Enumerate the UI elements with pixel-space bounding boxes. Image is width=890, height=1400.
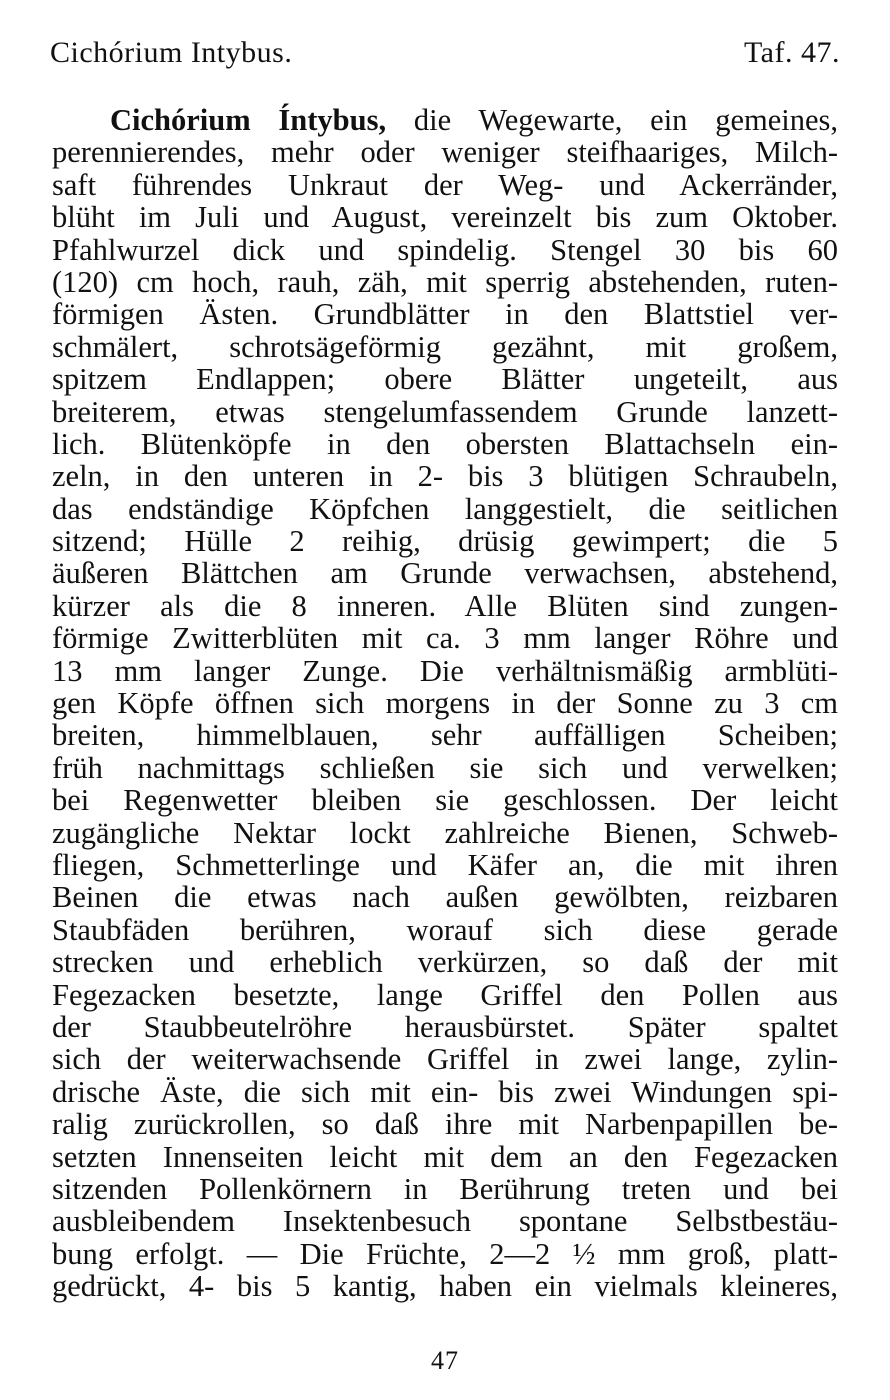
plate-label: Taf. 47. — [743, 36, 840, 69]
text-line: zeln, in den unteren in 2- bis 3 blütigen Schraubeln, — [52, 459, 838, 494]
running-title: Cichórium Intybus. — [50, 36, 293, 69]
text-line: spitzem Endlappen; obere Blätter ungeteilt, aus — [52, 362, 838, 397]
text-line: sich der weiterwachsende Griffel in zwei lange, zylin- — [52, 1042, 838, 1077]
text-line: Fegezacken besetzte, lange Griffel den Pollen aus — [52, 977, 838, 1012]
text-line: ausbleibendem Insektenbesuch spontane Selbstbestäu- — [52, 1204, 838, 1239]
text-line: bung erfolgt. — Die Früchte, 2—2 ½ mm groß, platt- — [52, 1236, 838, 1271]
text-line: der Staubbeutelröhre herausbürstet. Später spaltet — [52, 1009, 838, 1044]
text-line: breiten, himmelblauen, sehr auffälligen Scheiben; — [52, 718, 838, 753]
text-line: früh nachmittags schließen sie sich und verwelken; — [52, 750, 838, 785]
text-line: fliegen, Schmetterlinge und Käfer an, die mit ihren — [52, 847, 838, 882]
text-line: breiterem, etwas stengelumfassendem Grunde lanzett- — [52, 394, 838, 429]
species-name-bold: Cichórium Íntybus, — [110, 103, 387, 137]
text-line: strecken und erheblich verkürzen, so daß der mit — [52, 945, 838, 980]
text-line: äußeren Blättchen am Grunde verwachsen, abstehend, — [52, 556, 838, 591]
text-line: gen Köpfe öffnen sich morgens in der Sonne zu 3 cm — [52, 686, 838, 721]
text-line: (120) cm hoch, rauh, zäh, mit sperrig abstehenden, ruten- — [52, 264, 838, 299]
text-line: das endständige Köpfchen langgestielt, die seitlichen — [52, 491, 838, 526]
page-number: 47 — [431, 1346, 459, 1375]
text-line-1-rest: die Wegewarte, ein gemeines, — [413, 103, 838, 137]
text-line: förmige Zwitterblüten mit ca. 3 mm langer Röhre und — [52, 621, 838, 656]
text-line: blüht im Juli und August, vereinzelt bis zum Oktober. — [52, 200, 838, 235]
text-line: drische Äste, die sich mit ein- bis zwei Windungen spi- — [52, 1074, 838, 1109]
text-line: kürzer als die 8 inneren. Alle Blüten sind zungen- — [52, 588, 838, 623]
text-line-1 — [52, 104, 838, 136]
text-line: Beinen die etwas nach außen gewölbten, reizbaren — [52, 880, 838, 915]
text-line: setzten Innenseiten leicht mit dem an den Fegezacken — [52, 1139, 838, 1174]
species-description — [52, 104, 838, 1302]
text-line: Pfahlwurzel dick und spindelig. Stengel 30 bis 60 — [52, 232, 838, 267]
text-line: 13 mm langer Zunge. Die verhältnismäßig armblüti- — [52, 653, 838, 688]
text-line: perennierendes, mehr oder weniger steifhaariges, Milch- — [52, 135, 838, 170]
text-line: bei Regenwetter bleiben sie geschlossen. Der leicht — [52, 783, 838, 818]
running-head — [50, 36, 840, 76]
text-line: förmigen Ästen. Grundblätter in den Blattstiel ver- — [52, 297, 838, 332]
text-line: lich. Blütenköpfe in den obersten Blattachseln ein- — [52, 426, 838, 461]
text-line: Staubfäden berühren, worauf sich diese gerade — [52, 912, 838, 947]
text-line: zugängliche Nektar lockt zahlreiche Bienen, Schweb- — [52, 815, 838, 850]
text-line: schmälert, schrotsägeförmig gezähnt, mit großem, — [52, 329, 838, 364]
text-line: sitzend; Hülle 2 reihig, drüsig gewimpert; die 5 — [52, 524, 838, 559]
text-line: gedrückt, 4- bis 5 kantig, haben ein vielmals kleineres, — [52, 1269, 838, 1304]
text-line: saft führendes Unkraut der Weg- und Ackerränder, — [52, 167, 838, 202]
text-line: ralig zurückrollen, so daß ihre mit Narbenpapillen be- — [52, 1107, 838, 1142]
text-line: sitzenden Pollenkörnern in Berührung treten und bei — [52, 1171, 838, 1206]
